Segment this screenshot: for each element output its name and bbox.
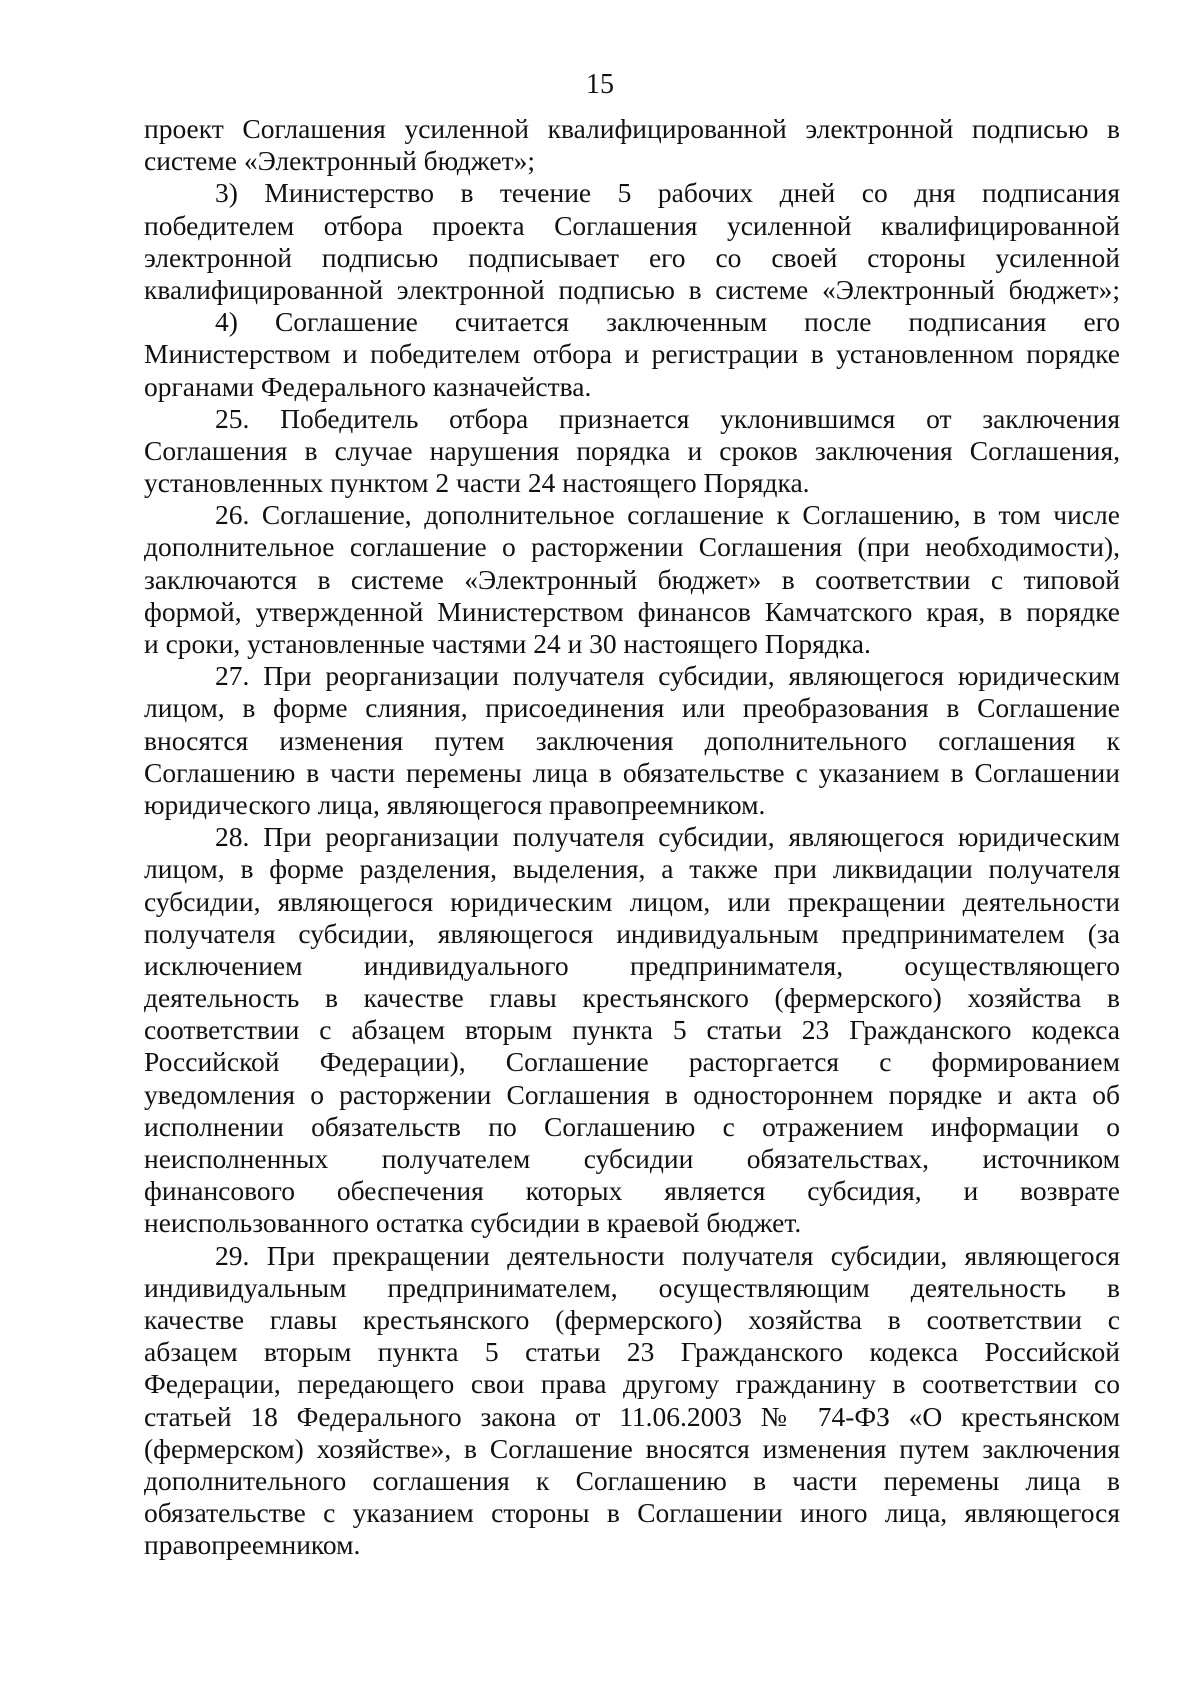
text-line: формой, утвержденной Министерством финансов Камчатского края, в порядке bbox=[144, 595, 1120, 627]
text-line: органами Федерального казначейства. bbox=[144, 370, 592, 402]
text-line: установленных пунктом 2 части 24 настоящего Порядка. bbox=[144, 467, 810, 499]
text-line: вносятся изменения путем заключения дополнительного соглашения к bbox=[144, 724, 1120, 756]
text-line: индивидуальным предпринимателем, осуществляющим деятельность в bbox=[144, 1271, 1120, 1303]
text-line: деятельность в качестве главы крестьянского (фермерского) хозяйства в bbox=[144, 982, 1120, 1014]
text-line: 28. При реорганизации получателя субсидии, являющегося юридическим bbox=[215, 821, 1120, 853]
text-line: соответствии с абзацем вторым пункта 5 статьи 23 Гражданского кодекса bbox=[144, 1014, 1120, 1046]
text-line: 26. Соглашение, дополнительное соглашение к Соглашению, в том числе bbox=[215, 499, 1120, 531]
text-line: абзацем вторым пункта 5 статьи 23 Гражданского кодекса Российской bbox=[144, 1336, 1120, 1368]
text-line: Министерством и победителем отбора и регистрации в установленном порядке bbox=[144, 338, 1120, 370]
text-line: субсидии, являющегося юридическим лицом, или прекращении деятельности bbox=[144, 885, 1120, 917]
text-line: проект Соглашения усиленной квалифицированной электронной подписью в bbox=[144, 113, 1120, 144]
text-line: Соглашению в части перемены лица в обязательстве с указанием в Соглашении bbox=[144, 756, 1120, 788]
text-line: и сроки, установленные частями 24 и 30 настоящего Порядка. bbox=[144, 628, 871, 659]
text-line: Федерации, передающего свои права другому гражданину в соответствии со bbox=[144, 1368, 1120, 1400]
text-line: лицом, в форме разделения, выделения, а также при ликвидации получателя bbox=[144, 853, 1120, 885]
text-line: 29. При прекращении деятельности получателя субсидии, являющегося bbox=[215, 1239, 1120, 1271]
text-line: лицом, в форме слияния, присоединения или преобразования в Соглашение bbox=[144, 692, 1120, 724]
text-line: системе «Электронный бюджет»; bbox=[144, 145, 536, 177]
text-line: дополнительного соглашения к Соглашению в части перемены лица в bbox=[144, 1464, 1120, 1496]
text-line: 25. Победитель отбора признается уклонившимся от заключения bbox=[215, 402, 1120, 434]
text-line: квалифицированной электронной подписью в системе «Электронный бюджет»; bbox=[144, 273, 1120, 305]
page-number: 15 bbox=[586, 69, 614, 100]
text-line: неиспользованного остатка субсидии в краевой бюджет. bbox=[144, 1207, 802, 1239]
text-line: исключением индивидуального предпринимателя, осуществляющего bbox=[144, 949, 1120, 981]
text-line: правопреемником. bbox=[144, 1529, 361, 1561]
text-line: уведомления о расторжении Соглашения в одностороннем порядке и акта об bbox=[144, 1078, 1120, 1110]
text-line: электронной подписью подписывает его со своей стороны усиленной bbox=[144, 241, 1120, 273]
text-line: 27. При реорганизации получателя субсидии, являющегося юридическим bbox=[215, 660, 1120, 692]
text-line: неисполненных получателем субсидии обязательствах, источником bbox=[144, 1143, 1120, 1174]
text-line: победителем отбора проекта Соглашения усиленной квалифицированной bbox=[144, 209, 1120, 241]
text-line: Соглашения в случае нарушения порядка и сроков заключения Соглашения, bbox=[144, 434, 1120, 466]
text-line: обязательстве с указанием стороны в Соглашении иного лица, являющегося bbox=[144, 1497, 1120, 1529]
document-body bbox=[144, 113, 1120, 1561]
text-line: юридического лица, являющегося правопреемником. bbox=[144, 788, 766, 820]
text-line: 4) Соглашение считается заключенным после подписания его bbox=[215, 306, 1120, 338]
text-line: Российской Федерации), Соглашение расторгается с формированием bbox=[144, 1046, 1120, 1078]
text-line: качестве главы крестьянского (фермерского) хозяйства в соответствии с bbox=[144, 1303, 1120, 1335]
text-line: получателя субсидии, являющегося индивидуальным предпринимателем (за bbox=[144, 917, 1120, 949]
text-line: финансового обеспечения которых является субсидия, и возврате bbox=[144, 1175, 1120, 1207]
text-line: заключаются в системе «Электронный бюджет» в соответствии с типовой bbox=[144, 563, 1120, 595]
text-line: исполнении обязательств по Соглашению с отражением информации о bbox=[144, 1110, 1120, 1142]
text-line: 3) Министерство в течение 5 рабочих дней со дня подписания bbox=[215, 177, 1120, 209]
text-line: статьей 18 Федерального закона от 11.06.2003 № 74-ФЗ «О крестьянском bbox=[144, 1400, 1120, 1432]
text-line: (фермерском) хозяйстве», в Соглашение вносятся изменения путем заключения bbox=[144, 1432, 1120, 1464]
text-line: дополнительное соглашение о расторжении Соглашения (при необходимости), bbox=[144, 531, 1120, 563]
